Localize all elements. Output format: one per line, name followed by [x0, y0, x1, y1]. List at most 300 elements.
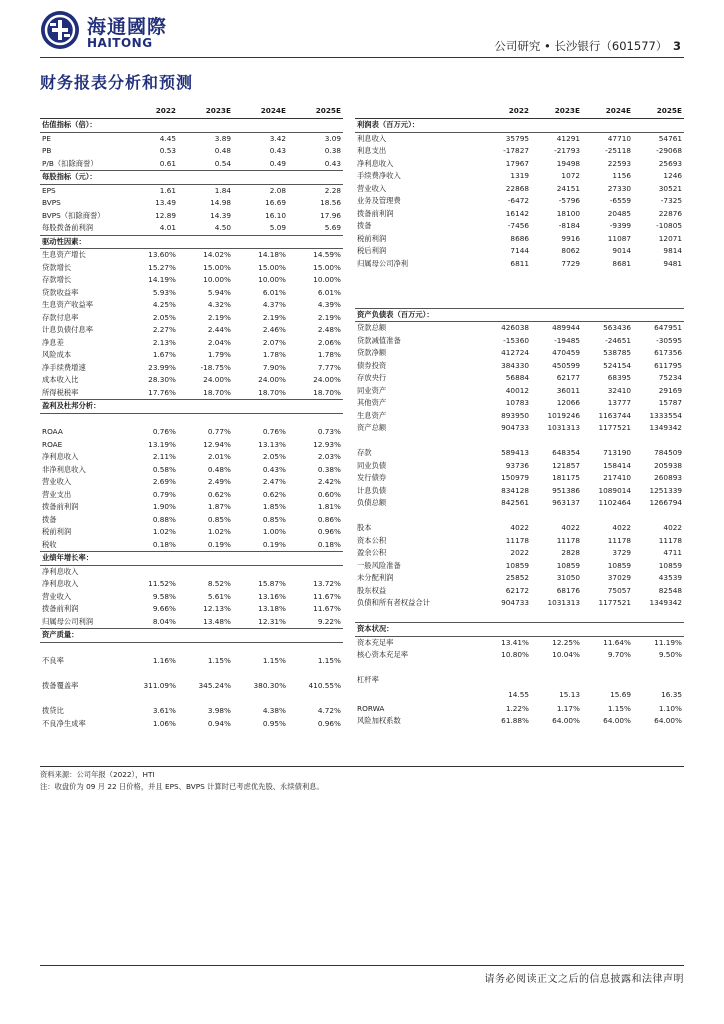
- table-row: [355, 385, 684, 398]
- table-row: [40, 362, 343, 375]
- row-label: 贷款减值准备: [357, 335, 401, 345]
- value-cell: [633, 510, 684, 523]
- value-cell: 834128: [501, 485, 529, 495]
- value-cell: 0.85%: [207, 514, 231, 524]
- value-cell: 0.18%: [317, 539, 341, 549]
- value-cell: [480, 662, 531, 675]
- value-cell: 11087: [607, 233, 631, 243]
- value-cell: 14.55: [508, 689, 529, 699]
- row-label: 贷款收益率: [42, 287, 79, 297]
- table-row: [40, 287, 343, 300]
- value-cell: [288, 565, 343, 578]
- value-cell: [178, 565, 233, 578]
- value-cell: 27330: [607, 183, 631, 193]
- value-cell: 5.61%: [207, 591, 231, 601]
- value-cell: [123, 668, 178, 681]
- value-cell: 0.38: [324, 146, 341, 155]
- table-row: [355, 410, 684, 423]
- value-cell: [531, 674, 582, 687]
- value-cell: [582, 435, 633, 448]
- table-row: [40, 439, 343, 452]
- table-row: [40, 451, 343, 464]
- row-label: 拨备: [357, 221, 372, 230]
- value-cell: 2.06%: [317, 337, 341, 347]
- value-cell: 951386: [552, 485, 580, 495]
- value-cell: 9916: [561, 233, 580, 243]
- value-cell: 12.25%: [552, 637, 580, 647]
- value-cell: 1.79%: [207, 350, 231, 359]
- value-cell: 20485: [607, 208, 631, 218]
- value-cell: 13.60%: [148, 250, 176, 259]
- value-cell: 14.18%: [258, 250, 286, 259]
- row-label: [355, 295, 480, 308]
- header-divider: [40, 57, 684, 58]
- value-cell: 24151: [556, 183, 580, 193]
- table-row: [40, 374, 343, 387]
- row-label: 利息支出: [357, 146, 387, 155]
- section-title: 资产质量：: [40, 629, 343, 643]
- row-label: 发行债券: [357, 473, 387, 482]
- value-cell: 14.59%: [313, 250, 341, 259]
- value-cell: 11.67%: [313, 591, 341, 601]
- value-cell: 0.62%: [207, 489, 231, 499]
- section-header-row: [40, 400, 343, 414]
- value-cell: 0.49: [269, 158, 286, 168]
- value-cell: 1349342: [649, 598, 682, 607]
- value-cell: 713190: [603, 448, 631, 457]
- section-header-row: [355, 623, 684, 637]
- value-cell: 17967: [505, 158, 529, 168]
- value-cell: 1.02%: [152, 527, 176, 536]
- value-cell: -30595: [656, 335, 682, 345]
- value-cell: 0.48%: [207, 464, 231, 474]
- row-label: 计息负债付息率: [42, 325, 94, 334]
- table-row: [40, 222, 343, 235]
- row-label: 拨备前利润: [42, 502, 79, 511]
- value-cell: 2828: [561, 548, 580, 557]
- value-cell: 4022: [510, 523, 529, 532]
- value-cell: 2022: [510, 548, 529, 557]
- row-label: 归属母公司利润: [42, 616, 94, 626]
- value-cell: 18100: [556, 208, 580, 218]
- right-table-body: [355, 104, 684, 728]
- value-cell: 37029: [607, 573, 631, 582]
- value-cell: 1.06%: [152, 718, 176, 728]
- row-label: 营业收入: [42, 477, 72, 486]
- value-cell: 3.98%: [207, 706, 231, 715]
- value-cell: 56884: [505, 373, 529, 382]
- value-cell: 4.39%: [317, 300, 341, 309]
- table-row: [40, 501, 343, 514]
- value-cell: 4.50: [214, 223, 231, 232]
- value-cell: 23.99%: [148, 362, 176, 372]
- value-cell: [123, 693, 178, 706]
- section-header-row: [40, 552, 343, 566]
- value-cell: [288, 668, 343, 681]
- value-cell: 0.85%: [262, 514, 286, 524]
- value-cell: [480, 510, 531, 523]
- value-cell: 13.41%: [501, 637, 529, 647]
- value-cell: 648354: [552, 448, 580, 457]
- row-label: 杠杆率: [357, 675, 379, 684]
- value-cell: 426038: [501, 323, 529, 332]
- year-header-cell: 2024E: [582, 104, 633, 119]
- row-label: 营业支出: [42, 489, 72, 499]
- year-header-cell: 2025E: [633, 104, 684, 119]
- table-row: [40, 184, 343, 197]
- table-row: [40, 591, 343, 604]
- value-cell: 0.43: [269, 146, 286, 155]
- value-cell: 43539: [658, 573, 682, 582]
- row-label: [355, 283, 480, 296]
- value-cell: 2.19%: [207, 312, 231, 322]
- value-cell: 1177521: [598, 598, 631, 607]
- value-cell: 11178: [556, 535, 580, 545]
- value-cell: 1089014: [598, 485, 631, 495]
- value-cell: 68176: [556, 585, 580, 595]
- section-title: 业绩年增长率：: [40, 552, 343, 566]
- value-cell: 1.78%: [262, 350, 286, 359]
- table-row: [40, 680, 343, 693]
- value-cell: 15.00%: [313, 262, 341, 272]
- value-cell: 30521: [658, 183, 682, 193]
- value-cell: 10859: [505, 560, 529, 570]
- value-cell: 1.15%: [607, 703, 631, 713]
- value-cell: [233, 565, 288, 578]
- value-cell: 1072: [561, 171, 580, 180]
- row-label: [40, 413, 123, 426]
- value-cell: 1.67%: [152, 350, 176, 359]
- value-cell: 563436: [603, 323, 631, 332]
- value-cell: 1.61: [159, 185, 176, 195]
- value-cell: 75234: [658, 373, 682, 382]
- table-row: [40, 197, 343, 210]
- value-cell: 9.66%: [152, 604, 176, 613]
- row-label: 未分配利润: [357, 573, 394, 582]
- value-cell: 410.55%: [308, 681, 341, 690]
- value-cell: [531, 435, 582, 448]
- logo-text-cn: 海通國際: [87, 16, 168, 38]
- value-cell: 904733: [501, 598, 529, 607]
- row-label: 归属母公司净利: [357, 258, 409, 268]
- value-cell: [633, 662, 684, 675]
- value-cell: 1177521: [598, 423, 631, 432]
- value-cell: 31050: [556, 573, 580, 582]
- value-cell: [178, 668, 233, 681]
- row-label: 净手续费增速: [42, 362, 86, 372]
- value-cell: 10859: [658, 560, 682, 570]
- value-cell: 41291: [556, 133, 580, 143]
- row-label: 生息资产增长: [42, 250, 86, 259]
- row-label: 营业收入: [357, 183, 387, 193]
- value-cell: 9.70%: [607, 650, 631, 659]
- row-label: 同业负债: [357, 460, 387, 470]
- value-cell: 1031313: [547, 423, 580, 432]
- table-row: [355, 372, 684, 385]
- value-cell: 538785: [603, 348, 631, 357]
- report-header: [494, 38, 681, 54]
- row-label: 所得税税率: [42, 387, 79, 397]
- value-cell: 1266794: [649, 498, 682, 507]
- value-cell: 121857: [552, 460, 580, 470]
- row-label: 贷款总额: [357, 323, 387, 332]
- value-cell: -5796: [558, 196, 580, 205]
- table-row: [40, 514, 343, 527]
- value-cell: 4022: [561, 523, 580, 532]
- value-cell: [288, 693, 343, 706]
- row-label: 净利息收入: [42, 452, 79, 461]
- value-cell: 412724: [501, 348, 529, 357]
- table-row: [355, 485, 684, 498]
- table-row: [40, 565, 343, 578]
- value-cell: 4.45: [159, 133, 176, 143]
- value-cell: 0.48: [214, 146, 231, 155]
- section-title: 盈利及杜邦分析：: [40, 400, 343, 414]
- table-row: [40, 603, 343, 616]
- table-row: [355, 547, 684, 560]
- value-cell: 4.25%: [152, 300, 176, 309]
- value-cell: 2.19%: [317, 312, 341, 322]
- value-cell: -7456: [507, 221, 529, 230]
- table-row: [355, 662, 684, 675]
- value-cell: 0.76%: [262, 427, 286, 436]
- value-cell: 2.47%: [262, 477, 286, 486]
- value-cell: 904733: [501, 423, 529, 432]
- value-cell: 10.00%: [258, 275, 286, 284]
- row-label: [355, 610, 480, 623]
- table-row: [40, 413, 343, 426]
- value-cell: 4711: [663, 548, 682, 557]
- value-cell: 450599: [552, 360, 580, 370]
- value-cell: 0.61: [159, 158, 176, 168]
- value-cell: -7325: [660, 196, 682, 205]
- row-label: 贷款净额: [357, 348, 387, 357]
- value-cell: 2.27%: [152, 325, 176, 334]
- value-cell: 0.19%: [207, 539, 231, 549]
- value-cell: 0.95%: [262, 718, 286, 728]
- source-note: 资料来源：公司年报（2022），HTI: [40, 770, 155, 779]
- value-cell: 18.56: [320, 198, 341, 207]
- table-row: [355, 335, 684, 348]
- table-row: [355, 158, 684, 171]
- table-row: [40, 668, 343, 681]
- value-cell: 1019246: [547, 410, 580, 420]
- value-cell: 647951: [654, 323, 682, 332]
- value-cell: 0.38%: [317, 464, 341, 474]
- value-cell: 7144: [510, 246, 529, 255]
- value-cell: 22868: [505, 183, 529, 193]
- row-label: 股东权益: [357, 585, 387, 595]
- value-cell: 2.05%: [262, 452, 286, 461]
- value-cell: 62172: [505, 585, 529, 595]
- table-row: [355, 258, 684, 271]
- row-label: 存款: [357, 448, 372, 457]
- value-cell: 1.17%: [556, 703, 580, 713]
- value-cell: 75057: [607, 585, 631, 595]
- value-cell: 0.58%: [152, 464, 176, 474]
- value-cell: 10859: [607, 560, 631, 570]
- table-row: [40, 718, 343, 731]
- value-cell: [233, 413, 288, 426]
- value-cell: [531, 283, 582, 296]
- value-cell: 4.32%: [207, 300, 231, 309]
- value-cell: 24.00%: [313, 375, 341, 384]
- table-row: [40, 132, 343, 145]
- value-cell: 0.96%: [317, 527, 341, 536]
- value-cell: 5.09: [269, 223, 286, 232]
- table-row: [355, 397, 684, 410]
- value-cell: 3.42: [269, 133, 286, 143]
- row-label: 存款增长: [42, 275, 72, 284]
- value-cell: [123, 565, 178, 578]
- value-cell: 18.70%: [258, 387, 286, 397]
- value-cell: 28.30%: [148, 375, 176, 384]
- value-cell: [288, 642, 343, 655]
- row-label: 拨备覆盖率: [42, 681, 79, 690]
- table-row: [40, 337, 343, 350]
- value-cell: 1.85%: [262, 502, 286, 511]
- row-label: 手续费净收入: [357, 171, 401, 180]
- table-row: [355, 195, 684, 208]
- row-label: 盈余公积: [357, 548, 387, 557]
- table-row: [40, 693, 343, 706]
- value-cell: [531, 295, 582, 308]
- value-cell: 82548: [658, 585, 682, 595]
- value-cell: 32410: [607, 385, 631, 395]
- row-label: 税前利润: [357, 233, 387, 243]
- row-label: PE: [42, 133, 52, 143]
- table-row: [40, 312, 343, 325]
- value-cell: 16142: [505, 208, 529, 218]
- value-cell: [582, 610, 633, 623]
- value-cell: 10.80%: [501, 650, 529, 659]
- row-label: 拨贷比: [42, 706, 64, 715]
- value-cell: 13.13%: [258, 439, 286, 449]
- value-cell: 64.00%: [603, 716, 631, 725]
- table-row: [40, 262, 343, 275]
- value-cell: 22593: [607, 158, 631, 168]
- row-label: EPS: [42, 185, 56, 195]
- table-row: [355, 636, 684, 649]
- table-row: [355, 522, 684, 535]
- value-cell: 15787: [658, 398, 682, 407]
- value-cell: 11178: [505, 535, 529, 545]
- value-cell: 260893: [654, 473, 682, 482]
- value-cell: 784509: [654, 448, 682, 457]
- value-cell: 1.16%: [152, 656, 176, 665]
- value-cell: 29169: [658, 385, 682, 395]
- value-cell: -19485: [554, 335, 580, 345]
- value-cell: 4.38%: [262, 706, 286, 715]
- value-cell: 1156: [612, 171, 631, 180]
- value-cell: 14.39: [210, 210, 231, 220]
- table-row: [40, 655, 343, 668]
- disclaimer-footer: 请务必阅读正文之后的信息披露和法律声明: [484, 974, 684, 985]
- section-header-row: [40, 119, 343, 133]
- table-row: [355, 497, 684, 510]
- value-cell: 10783: [505, 398, 529, 407]
- year-header-cell: 2024E: [233, 104, 288, 119]
- value-cell: 36011: [556, 385, 580, 395]
- value-cell: 11.67%: [313, 604, 341, 613]
- value-cell: 2.42%: [317, 477, 341, 486]
- value-cell: 617356: [654, 348, 682, 357]
- row-label: 风险成本: [42, 350, 72, 359]
- row-label: P/B（扣除商誉）: [42, 158, 98, 168]
- value-cell: 1.87%: [207, 502, 231, 511]
- value-cell: [633, 674, 684, 687]
- value-cell: 64.00%: [654, 716, 682, 725]
- value-cell: 2.13%: [152, 337, 176, 347]
- value-cell: -24651: [605, 335, 631, 345]
- value-cell: 24.00%: [258, 375, 286, 384]
- row-label: [355, 687, 480, 703]
- value-cell: 0.76%: [152, 427, 176, 436]
- value-cell: 0.60%: [317, 489, 341, 499]
- value-cell: 5.94%: [207, 287, 231, 297]
- table-row: [355, 132, 684, 145]
- value-cell: -21793: [554, 146, 580, 155]
- value-cell: 345.24%: [198, 681, 231, 690]
- table-row: [355, 422, 684, 435]
- value-cell: [480, 283, 531, 296]
- row-label: 业务及管理费: [357, 196, 401, 205]
- value-cell: 17.96: [320, 210, 341, 220]
- table-row: [355, 170, 684, 183]
- value-cell: 1.15%: [262, 656, 286, 665]
- value-cell: 1163744: [598, 410, 631, 420]
- year-header-cell: 2022: [480, 104, 531, 119]
- table-row: [355, 220, 684, 233]
- value-cell: 1246: [663, 171, 682, 180]
- table-row: [40, 249, 343, 262]
- value-cell: 11178: [607, 535, 631, 545]
- page-number: 3: [672, 39, 681, 53]
- table-row: [355, 447, 684, 460]
- value-cell: [531, 610, 582, 623]
- table-row: [40, 324, 343, 337]
- value-cell: 2.08: [269, 185, 286, 195]
- row-label: 核心资本充足率: [357, 650, 409, 659]
- table-row: [40, 616, 343, 629]
- logo-text-en: HAITONG: [87, 36, 153, 50]
- value-cell: 1.15%: [317, 656, 341, 665]
- value-cell: [233, 693, 288, 706]
- value-cell: 3.89: [214, 133, 231, 143]
- value-cell: 311.09%: [143, 681, 176, 690]
- value-cell: 12.94%: [203, 439, 231, 449]
- table-row: [355, 585, 684, 598]
- table-row: [355, 560, 684, 573]
- header-blank-cell: [355, 104, 480, 119]
- value-cell: 4.37%: [262, 300, 286, 309]
- value-cell: 158414: [603, 460, 631, 470]
- value-cell: [633, 283, 684, 296]
- section-title: 资产负债表（百万元）：: [355, 308, 684, 322]
- row-label: 负债总额: [357, 498, 387, 507]
- value-cell: 0.53: [159, 146, 176, 155]
- value-cell: 13.16%: [258, 591, 286, 601]
- value-cell: [531, 510, 582, 523]
- value-cell: 54761: [658, 133, 682, 143]
- value-cell: 12066: [556, 398, 580, 407]
- header-blank-cell: [40, 104, 123, 119]
- value-cell: -17827: [503, 146, 529, 155]
- value-cell: 15.87%: [258, 579, 286, 588]
- table-row: [40, 539, 343, 552]
- table-row: [355, 183, 684, 196]
- value-cell: [233, 668, 288, 681]
